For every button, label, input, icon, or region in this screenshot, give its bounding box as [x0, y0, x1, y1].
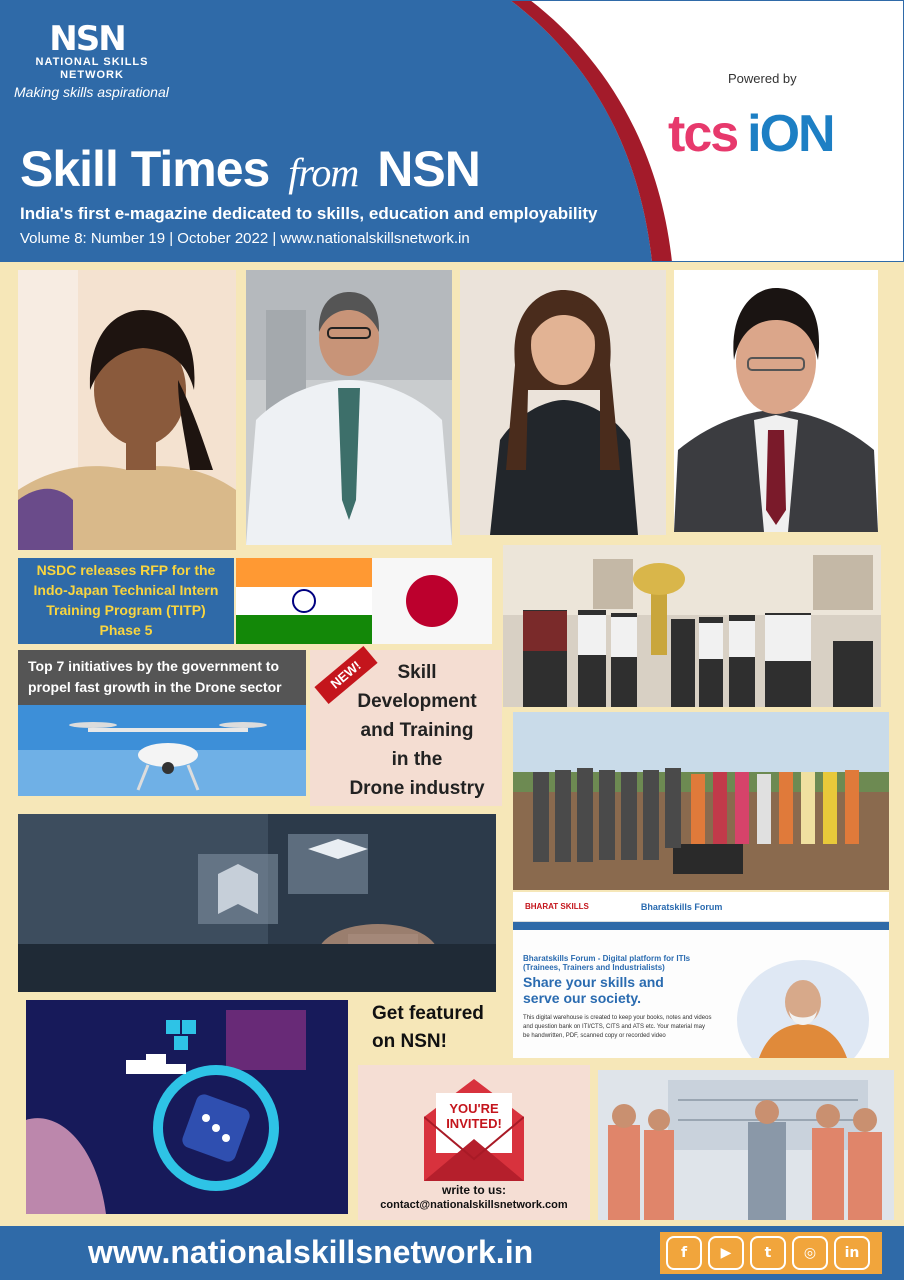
invite-line-2: INVITED! [446, 1116, 502, 1131]
magazine-subtitle: India's first e-magazine dedicated to skills, education and employability [20, 204, 598, 223]
portrait-man-suit-image [674, 270, 878, 532]
bsf-heading-big: Share your skills and serve our society. [523, 974, 664, 1006]
india-japan-flags [236, 558, 492, 644]
gamification-image[interactable] [26, 1000, 348, 1214]
envelope-icon [424, 1073, 524, 1181]
logo-tagline: Making skills aspirational [14, 84, 169, 100]
bsf-nav-bar [513, 922, 889, 930]
trophy-team-image [503, 545, 881, 707]
logo-name-line2: NETWORK [60, 69, 124, 81]
sponsor-logo[interactable] [668, 104, 834, 164]
skill-dev-line-5: Drone industry [349, 778, 485, 799]
linkedin-icon[interactable]: in [834, 1236, 870, 1270]
title-from: from [288, 150, 359, 195]
portrait-woman-saree-image [18, 270, 236, 550]
field-group-image [513, 712, 889, 890]
skill-dev-line-1: Skill [397, 662, 437, 683]
bsf-header [513, 892, 889, 922]
skill-development-drone-story[interactable] [310, 650, 502, 806]
portrait-woman-saree[interactable] [18, 270, 236, 550]
drone-initiatives-caption[interactable]: Top 7 initiatives by the government to propel fast growth in the Drone sector [18, 650, 306, 705]
skill-dev-line-4: in the [391, 749, 443, 770]
elearning-image [18, 814, 496, 992]
footer-website-link[interactable]: www.nationalskillsnetwork.in [88, 1234, 534, 1270]
sponsor-ion: iON [747, 105, 834, 163]
title-right: NSN [377, 141, 480, 197]
portrait-woman-black-dress[interactable] [460, 270, 666, 535]
twitter-icon[interactable]: t [750, 1236, 786, 1270]
portrait-man-tie[interactable] [246, 270, 452, 545]
portrait-man-tie-image [246, 270, 452, 545]
bsf-portrait [719, 950, 869, 1058]
sponsor-tcs: tcs [668, 105, 738, 163]
get-featured-line-2: on NSN! [372, 1031, 447, 1052]
bsf-heading-small: Bharatskills Forum - Digital platform for ITIs (Trainees, Trainers and Industrialists) [523, 954, 691, 972]
nsdc-rfp-story[interactable]: NSDC releases RFP for the Indo-Japan Technical Intern Training Program (TITP) Phase 5 [18, 558, 234, 644]
flags-image [236, 558, 492, 644]
elearning-laptop-image[interactable] [18, 814, 496, 992]
facebook-icon[interactable]: f [666, 1236, 702, 1270]
field-group-photo[interactable] [513, 712, 889, 890]
nsn-logo[interactable] [14, 19, 192, 100]
skill-dev-headline [310, 658, 502, 803]
portrait-man-suit[interactable] [674, 270, 878, 532]
bsf-body-text: This digital warehouse is created to keep your books, notes and videos and question bank on ITI/CTS, CITS and ATS etc. Your material may be handwritten, PDF, scanned copy or recorded video [523, 1015, 712, 1039]
social-links [660, 1232, 882, 1274]
skill-dev-line-2: Development [357, 691, 477, 712]
get-featured-callout[interactable] [372, 1000, 484, 1056]
invitation-card[interactable] [358, 1065, 590, 1220]
magazine-title [20, 140, 480, 198]
gamification-illustration [26, 1000, 348, 1214]
invite-line-1: YOU'RE [449, 1101, 499, 1116]
powered-by: Powered by [728, 71, 797, 86]
volume-line: Volume 8: Number 19 | October 2022 | www.nationalskillsnetwork.in [20, 230, 470, 247]
contact-email-link[interactable]: contact@nationalskillsnetwork.com [380, 1199, 568, 1211]
portrait-woman-black-dress-image [460, 270, 666, 535]
lab-students-image [598, 1070, 894, 1220]
footer [0, 1226, 904, 1280]
trophy-team-photo[interactable] [503, 545, 881, 707]
bsf-logo: BHARAT SKILLS [525, 902, 589, 911]
bsf-body [513, 930, 889, 1058]
youtube-icon[interactable]: ▶ [708, 1236, 744, 1270]
masthead [0, 0, 904, 262]
lab-students-photo[interactable] [598, 1070, 894, 1220]
new-badge: NEW! [314, 646, 377, 704]
logo-mark: NSN [49, 19, 125, 59]
instagram-icon[interactable]: ◎ [792, 1236, 828, 1270]
title-left: Skill Times [20, 141, 270, 197]
logo-name-line1: NATIONAL SKILLS [35, 56, 149, 68]
get-featured-line-1: Get featured [372, 1003, 484, 1024]
write-to-us-label: write to us: [441, 1183, 506, 1197]
bsf-forum-name: Bharatskills Forum [640, 901, 723, 912]
bharatskills-forum-banner[interactable] [513, 892, 889, 1058]
skill-dev-line-3: and Training [360, 720, 474, 741]
